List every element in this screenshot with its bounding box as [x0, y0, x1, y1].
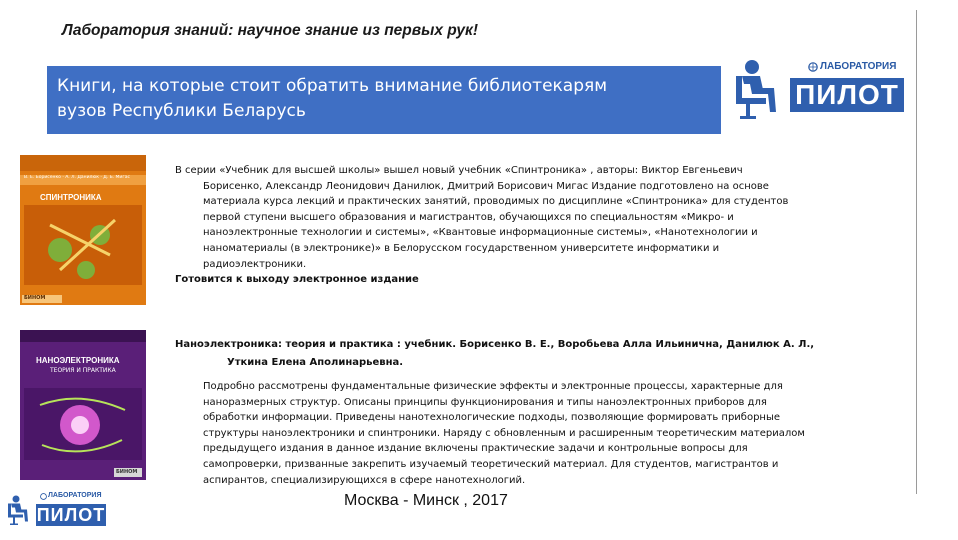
- book2-line: Подробно рассмотрены фундаментальные физические эффекты и электронные процессы, характерные для: [203, 381, 783, 392]
- seated-person-icon: [6, 492, 32, 528]
- book1-line: наноэлектронные технологии и системы», «Квантовые информационные системы», «Нанотехнологии и: [203, 227, 758, 239]
- logo-pilot-box: ПИЛОТ: [36, 505, 106, 525]
- page-header-title: Лаборатория знаний: научное знание из первых рук!: [62, 22, 478, 39]
- book1-cover-authors: В. Е. Борисенко · А. Л. Данилюк · Д. Б. Мигас: [24, 175, 130, 180]
- banner-line-1: Книги, на которые стоит обратить внимание библиотекарям: [57, 76, 608, 96]
- book2-line: самопроверки, призванные закрепить изучаемый теоретический материал. Для студентов, магистрантов и: [203, 458, 779, 470]
- book2-line: структуры наноэлектроники и спинтроники. Наряду с обновленным и расширенным теоретическим материалом: [203, 427, 805, 439]
- seated-person-icon: [732, 58, 784, 120]
- book2-line: аспирантов, специализирующихся в сфере нанотехнологий.: [203, 474, 526, 486]
- book1-note: Готовится к выходу электронное издание: [175, 274, 419, 286]
- book1-cover-publisher: БИНОМ: [24, 295, 46, 301]
- book1-line: первой ступени высшего образования и магистрантов, обучающихся по специальностям «Микро- и: [203, 211, 734, 223]
- book2-cover-publisher: БИНОМ: [116, 469, 138, 475]
- footer-place-year: Москва - Минск , 2017: [344, 492, 508, 509]
- book2-heading: Уткина Елена Аполинарьевна.: [227, 357, 404, 368]
- title-banner: [47, 66, 721, 134]
- book-cover-spintronics: [20, 155, 146, 305]
- book-cover-nanoelectronics: [20, 330, 146, 480]
- book1-cover-title: СПИНТРОНИКА: [40, 193, 102, 202]
- book2-description: [175, 336, 814, 488]
- logo-pilot-box: ПИЛОТ: [790, 78, 904, 112]
- book1-line: наноматериалы (в электронике)» в Белорусском государственном университете информатики и: [203, 242, 720, 254]
- book2-line: обработки информации. Приведены нанотехнологические подходы, позволяющие формировать приборные: [203, 412, 781, 424]
- pilot-logo: [732, 58, 907, 120]
- book1-line: Борисенко, Александр Леонидович Данилюк, Дмитрий Борисович Мигас Издание подготовлено на основе: [203, 180, 769, 192]
- book2-line: предыдущего издания в данное издание включены практические задачи и контрольные вопросы для: [203, 443, 748, 455]
- book1-description: [175, 163, 788, 288]
- book2-cover-title: НАНОЭЛЕКТРОНИКА: [36, 356, 120, 365]
- book1-line: материала курса лекций и практических занятий, проводимых по дисциплине «Спинтроника» для студентов: [203, 196, 789, 208]
- pilot-logo-small: [6, 490, 106, 530]
- logo-lab-text: ЛАБОРАТОРИЯ: [48, 492, 102, 499]
- vertical-divider: [916, 10, 917, 494]
- logo-lab-text: ЛАБОРАТОРИЯ: [820, 61, 897, 72]
- globe-icon: [808, 62, 818, 72]
- banner-line-2: вузов Республики Беларусь: [57, 101, 306, 121]
- book1-line: В серии «Учебник для высшей школы» вышел новый учебник «Спинтроника» , авторы: Виктор Евгеньевич: [175, 165, 743, 176]
- book2-line: наноразмерных структур. Описаны принципы функционирования и типы наноэлектронных приборов для: [203, 396, 767, 408]
- book1-line: радиоэлектроники.: [203, 258, 307, 270]
- book2-heading: Наноэлектроника: теория и практика : учебник. Борисенко В. Е., Воробьева Алла Ильинична, Данилюк А. Л.,: [175, 339, 815, 350]
- book2-cover-subtitle: ТЕОРИЯ И ПРАКТИКА: [50, 367, 116, 374]
- globe-icon: [40, 493, 47, 500]
